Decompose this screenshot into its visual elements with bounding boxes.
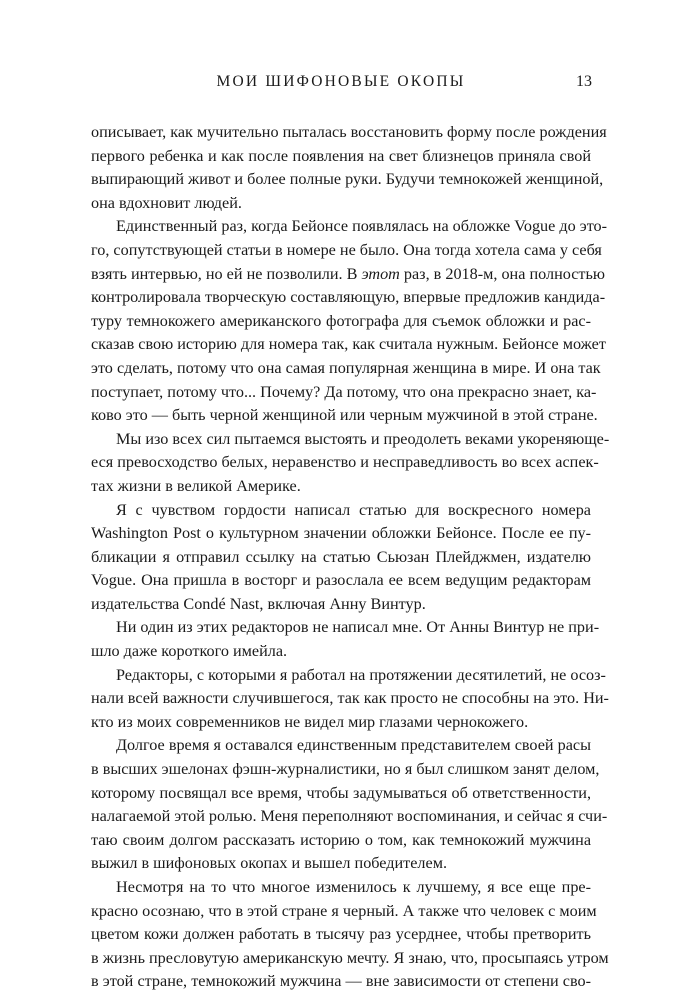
text-line: красно осознаю, что в этой стране я черный. А также что человек с моим xyxy=(91,901,597,920)
text-line: Ни один из этих редакторов не написал мне. От Анны Винтур не при- xyxy=(116,618,600,637)
text-line: кто из моих современников не видел мир глазами чернокожего. xyxy=(91,712,529,731)
text-line: таю своим долгом рассказать историю о том, как темнокожий мужчина xyxy=(91,830,591,849)
emphasis: этот xyxy=(361,264,400,283)
text-line: взять интервью, но ей не позволили. В этот раз, в 2018-м, она полностью xyxy=(91,264,605,283)
text-line: цветом кожи должен работать в тысячу раз усерднее, чтобы претворить xyxy=(91,925,591,944)
text-line: нали всей важности случившегося, так как просто не способны на это. Ни- xyxy=(91,689,609,708)
text-line: выжил в шифоновых окопах и вышел победителем. xyxy=(91,854,447,873)
text-line: описывает, как мучительно пыталась восстановить форму после рождения xyxy=(91,123,607,141)
text-line: налагаемой этой ролью. Меня переполняют воспоминания, и сейчас я счи- xyxy=(91,807,608,826)
text-line: сказав свою историю для номера так, как считала нужным. Бейонсе может xyxy=(91,335,606,354)
paragraph xyxy=(91,428,610,499)
text-line: го, сопутствующей статьи в номере не было. Она тогда хотела сама у себя xyxy=(91,240,602,259)
running-head xyxy=(90,70,592,94)
text-line: Vogue. Она пришла в восторг и разослала ее всем ведущим редакторам xyxy=(91,571,591,590)
text-line: контролировала творческую составляющую, впервые предложив кандида- xyxy=(91,288,606,307)
text-line: издательства Condé Nast, включая Анну Винтур. xyxy=(91,594,426,613)
text-line: шло даже короткого имейла. xyxy=(91,642,288,661)
page-number: 13 xyxy=(576,73,592,90)
paragraph xyxy=(91,664,609,735)
text-line: которому посвящал все время, чтобы задумываться об ответственности, xyxy=(91,783,591,802)
paragraph xyxy=(91,121,607,215)
text-line: выпирающий живот и более полные руки. Будучи темнокожей женщиной, xyxy=(91,170,604,189)
text-line: бликации я отправил ссылку на статью Сьюзан Плейджмен, издателю xyxy=(91,547,591,566)
text-line: Редакторы, с которыми я работал на протяжении десятилетий, не осоз- xyxy=(116,665,606,684)
text-line: Я с чувством гордости написал статью для воскресного номера xyxy=(116,500,591,519)
paragraph xyxy=(91,734,608,876)
text-line: она вдохновит людей. xyxy=(91,193,242,212)
text-line: первого ребенка и как после появления на свет близнецов приняла свой xyxy=(91,146,591,165)
text-line: тах жизни в великой Америке. xyxy=(91,476,301,495)
paragraph xyxy=(91,876,609,994)
text-line: это сделать, потому что она самая популярная женщина в мире. И она так xyxy=(91,358,601,377)
text-line: туру темнокожего американского фотографа для съемок обложки и рас- xyxy=(91,311,591,330)
text-line: поступает, потому что... Почему? Да потому, что она прекрасно знает, ка- xyxy=(91,382,597,401)
text-line: еся превосходство белых, неравенство и несправедливость во всех аспек- xyxy=(91,453,599,472)
text-line: Единственный раз, когда Бейонсе появлялась на обложке Vogue до это- xyxy=(116,217,608,236)
text-line: в жизнь пресловутую американскую мечту. Я знаю, что, просыпаясь утром xyxy=(91,948,609,967)
text-line: Мы изо всех сил пытаемся выстоять и преодолеть веками укореняюще- xyxy=(116,429,610,448)
paragraph xyxy=(91,499,591,617)
body-text xyxy=(91,121,610,994)
text-line: в этой стране, темнокожий мужчина — вне зависимости от степени сво- xyxy=(91,972,591,991)
text-line: Несмотря на то что многое изменилось к лучшему, я все еще пре- xyxy=(116,878,591,896)
paragraph xyxy=(91,215,608,427)
text-line: Долгое время я оставался единственным представителем своей расы xyxy=(116,736,591,755)
text-line: Washington Post о культурном значении обложки Бейонсе. После ее пу- xyxy=(91,524,591,543)
text-line: ково это — быть черной женщиной или черным мужчиной в этой стране. xyxy=(91,406,598,425)
running-title: МОИ ШИФОНОВЫЕ ОКОПЫ xyxy=(216,73,466,90)
paragraph xyxy=(91,616,600,663)
text-line: в высших эшелонах фэшн-журналистики, но я был слишком занят делом, xyxy=(91,760,600,779)
